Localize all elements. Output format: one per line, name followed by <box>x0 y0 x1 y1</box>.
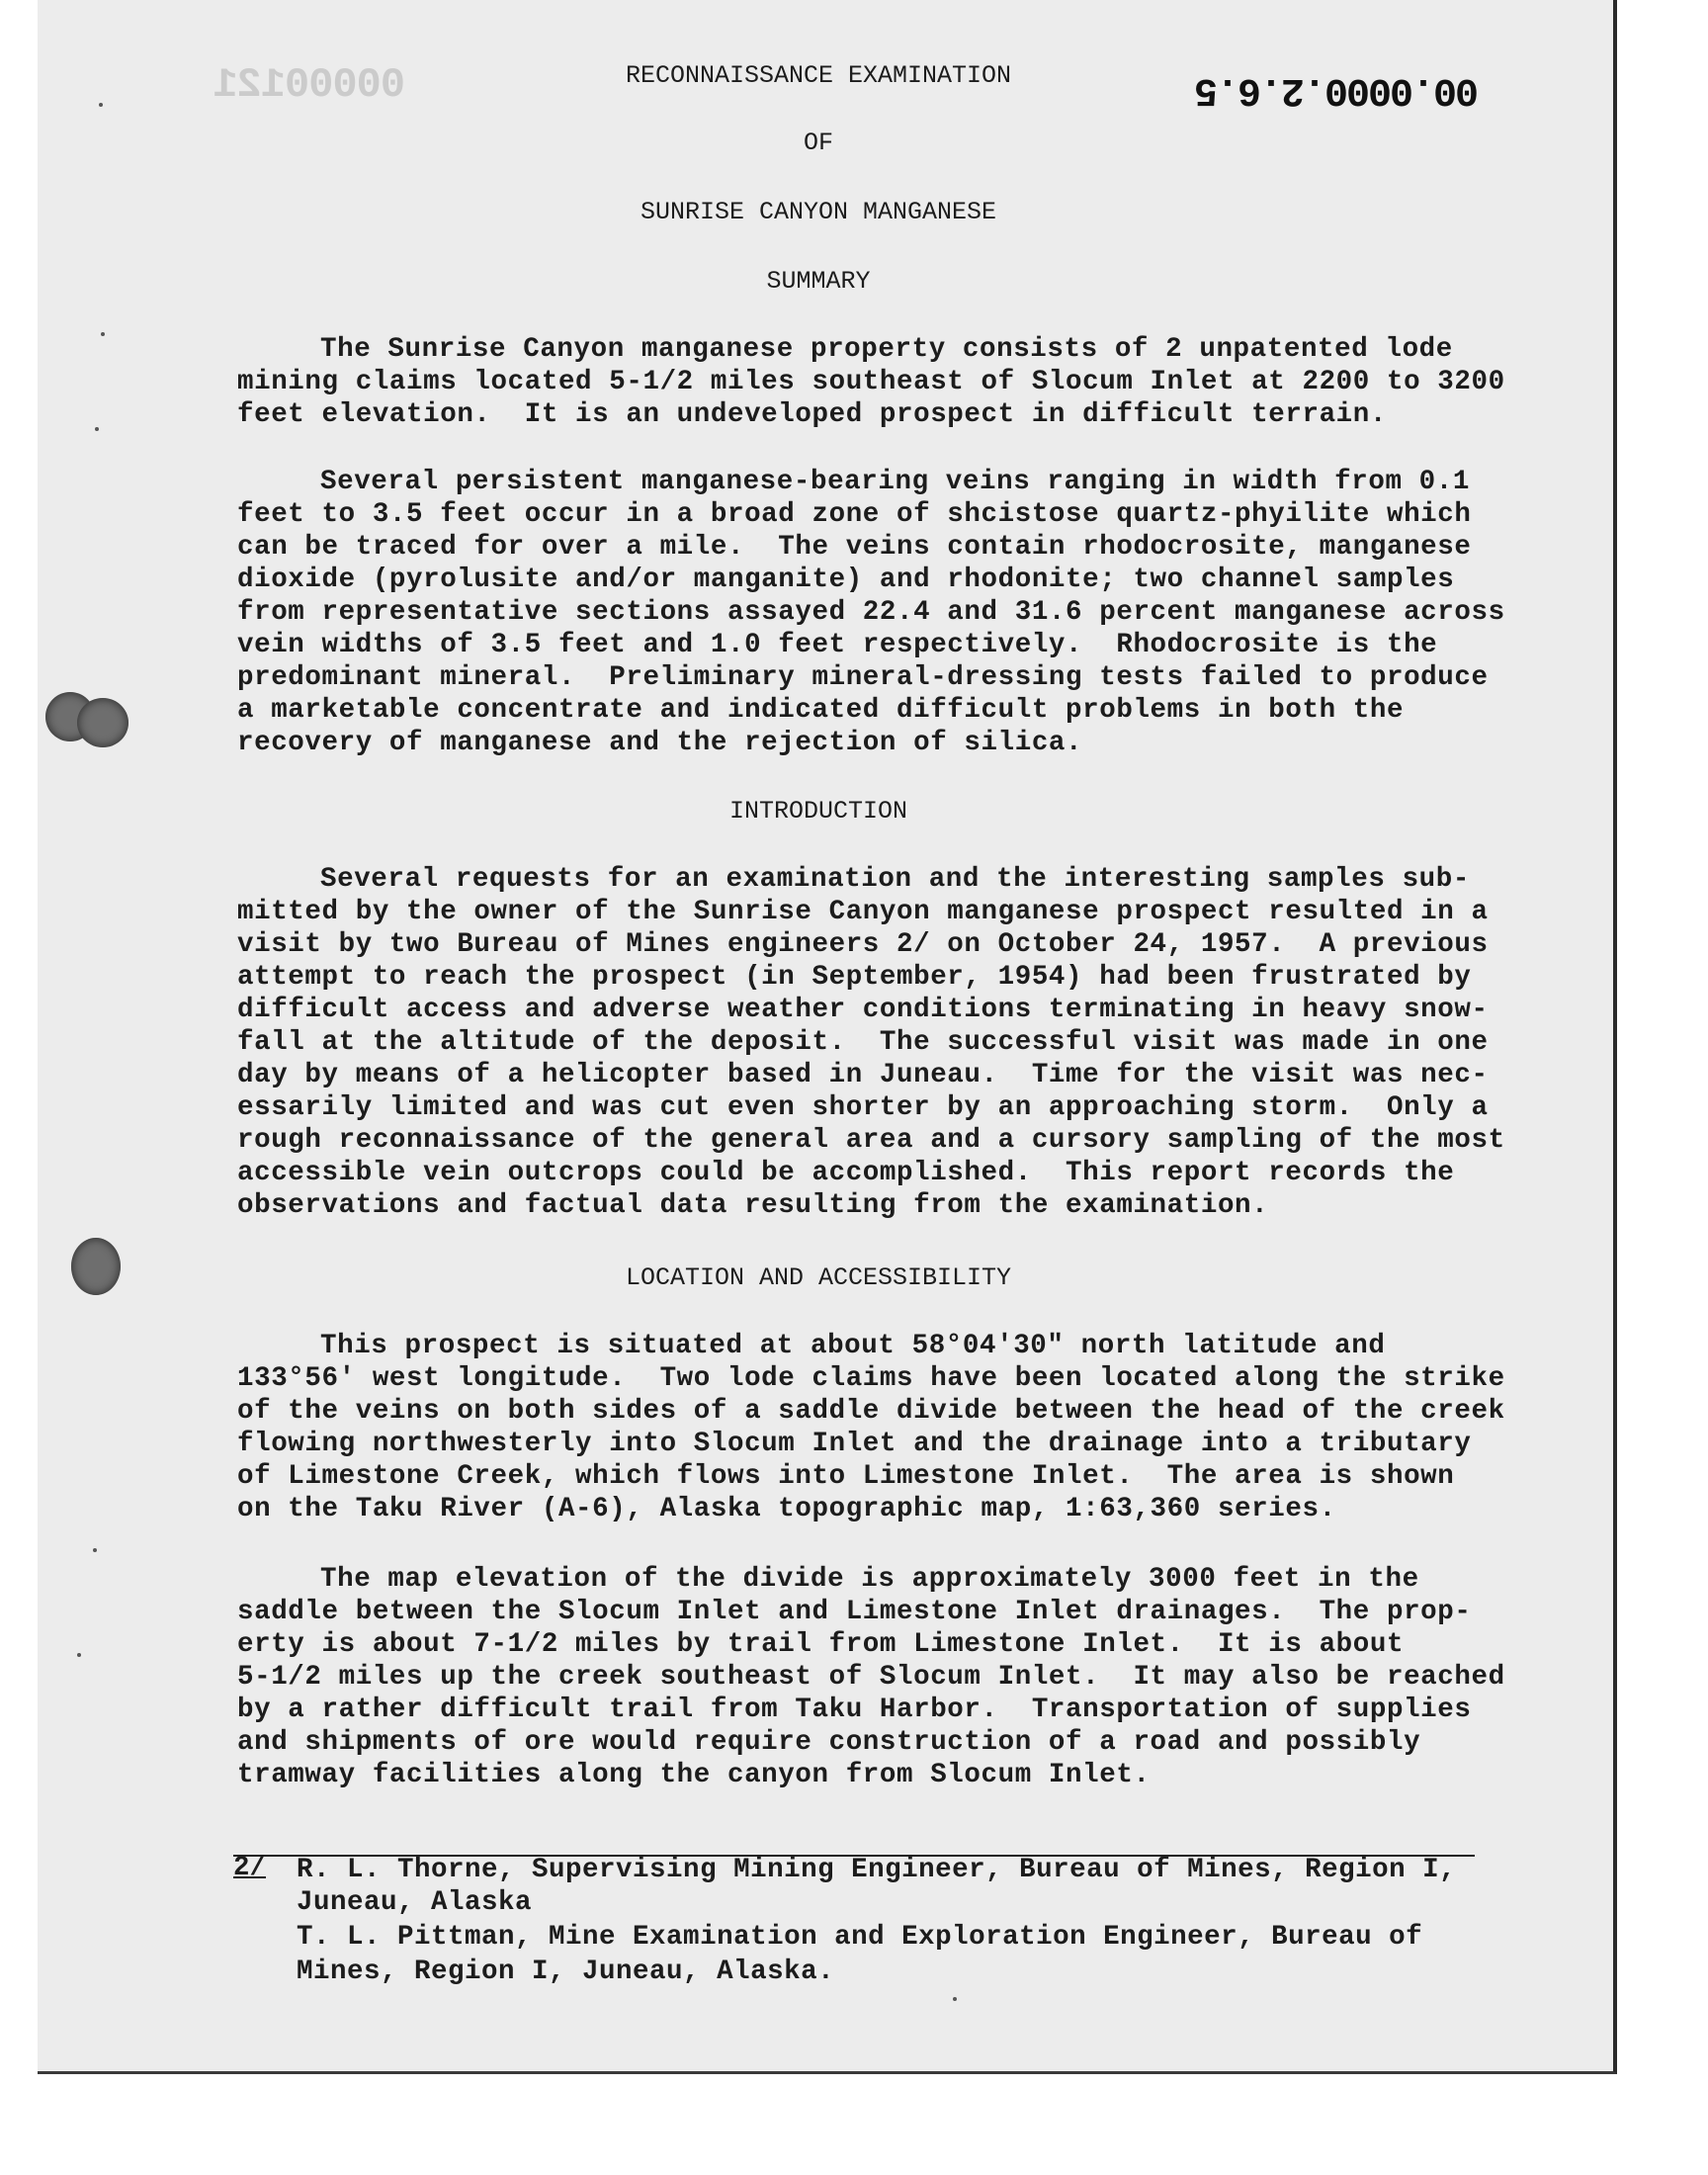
scan-speck <box>99 103 103 107</box>
footnote-line: Mines, Region I, Juneau, Alaska. <box>297 1957 835 1987</box>
text-line: The Sunrise Canyon manganese property consists of 2 unpatented lode <box>320 334 1453 365</box>
scan-speck <box>95 427 99 431</box>
text-line: a marketable concentrate and indicated difficult problems in both the <box>237 695 1405 726</box>
text-line: feet elevation. It is an undeveloped prospect in difficult terrain. <box>237 399 1387 430</box>
text-line: tramway facilities along the canyon from Slocum Inlet. <box>237 1760 1151 1790</box>
text-line: essarily limited and was cut even shorter by an approaching storm. Only a <box>237 1092 1489 1123</box>
text-line: day by means of a helicopter based in Juneau. Time for the visit was nec- <box>237 1060 1489 1090</box>
text-line: by a rather difficult trail from Taku Harbor. Transportation of supplies <box>237 1695 1472 1725</box>
text-line: 133°56' west longitude. Two lode claims have been located along the strike <box>237 1363 1505 1394</box>
punch-hole-top-overlap <box>77 698 128 747</box>
text-line: of Limestone Creek, which flows into Limestone Inlet. The area is shown <box>237 1461 1455 1492</box>
text-line: dioxide (pyrolusite and/or manganite) and rhodonite; two channel samples <box>237 565 1455 595</box>
scan-speck <box>953 1997 957 2001</box>
text-line: from representative sections assayed 22.4 and 31.6 percent manganese across <box>237 597 1505 628</box>
text-line: predominant mineral. Preliminary mineral-dressing tests failed to produce <box>237 662 1489 693</box>
title-line-3: SUNRISE CANYON MANGANESE <box>640 198 997 226</box>
text-line: vein widths of 3.5 feet and 1.0 feet respectively. Rhodocrosite is the <box>237 630 1438 660</box>
text-line: 5-1/2 miles up the creek southeast of Slocum Inlet. It may also be reached <box>237 1662 1505 1693</box>
location-heading: LOCATION AND ACCESSIBILITY <box>625 1263 1012 1292</box>
text-line: recovery of manganese and the rejection of silica. <box>237 728 1083 758</box>
text-line: Several persistent manganese-bearing veins ranging in width from 0.1 <box>320 467 1470 497</box>
footnote-marker: 2/ <box>233 1853 267 1883</box>
footnote-line: Juneau, Alaska <box>297 1887 533 1918</box>
introduction-heading: INTRODUCTION <box>728 797 908 826</box>
scan-speck <box>77 1653 81 1657</box>
text-line: of the veins on both sides of a saddle divide between the head of the creek <box>237 1396 1505 1427</box>
text-line: and shipments of ore would require construction of a road and possibly <box>237 1727 1421 1758</box>
text-line: attempt to reach the prospect (in September, 1954) had been frustrated by <box>237 962 1472 993</box>
text-line: visit by two Bureau of Mines engineers 2/ on October 24, 1957. A previous <box>237 929 1489 960</box>
text-line: Several requests for an examination and the interesting samples sub- <box>320 864 1470 895</box>
text-line: This prospect is situated at about 58°04'30" north latitude and <box>320 1331 1386 1361</box>
text-line: flowing northwesterly into Slocum Inlet and the drainage into a tributary <box>237 1429 1472 1459</box>
text-line: saddle between the Slocum Inlet and Limestone Inlet drainages. The prop- <box>237 1597 1472 1627</box>
text-line: rough reconnaissance of the general area and a cursory sampling of the most <box>237 1125 1505 1156</box>
text-line: The map elevation of the divide is approximately 3000 feet in the <box>320 1564 1419 1595</box>
text-line: difficult access and adverse weather conditions terminating in heavy snow- <box>237 995 1489 1025</box>
text-line: observations and factual data resulting from the examination. <box>237 1190 1269 1221</box>
scan-speck <box>93 1548 97 1552</box>
bleed-through-number: 00000121 <box>214 61 405 109</box>
text-line: on the Taku River (A-6), Alaska topographic map, 1:63,360 series. <box>237 1494 1336 1524</box>
text-line: feet to 3.5 feet occur in a broad zone of shcistose quartz-phyilite which <box>237 499 1472 530</box>
text-line: fall at the altitude of the deposit. The successful visit was made in one <box>237 1027 1489 1058</box>
text-line: can be traced for over a mile. The veins contain rhodocrosite, manganese <box>237 532 1472 563</box>
summary-heading: SUMMARY <box>766 267 871 296</box>
text-line: erty is about 7-1/2 miles by trail from Limestone Inlet. It is about <box>237 1629 1405 1660</box>
footnote-line: R. L. Thorne, Supervising Mining Engineer, Bureau of Mines, Region I, <box>297 1855 1457 1885</box>
title-line-2: OF <box>803 129 833 157</box>
document-number: 00.0000.2.6.5 <box>1195 67 1479 112</box>
text-line: mining claims located 5-1/2 miles southeast of Slocum Inlet at 2200 to 3200 <box>237 367 1505 397</box>
text-line: accessible vein outcrops could be accomplished. This report records the <box>237 1158 1455 1188</box>
scan-speck <box>101 332 105 336</box>
text-line: mitted by the owner of the Sunrise Canyon manganese prospect resulted in a <box>237 897 1489 927</box>
title-line-1: RECONNAISSANCE EXAMINATION <box>625 61 1012 90</box>
footnote-line: T. L. Pittman, Mine Examination and Exploration Engineer, Bureau of <box>297 1922 1423 1953</box>
